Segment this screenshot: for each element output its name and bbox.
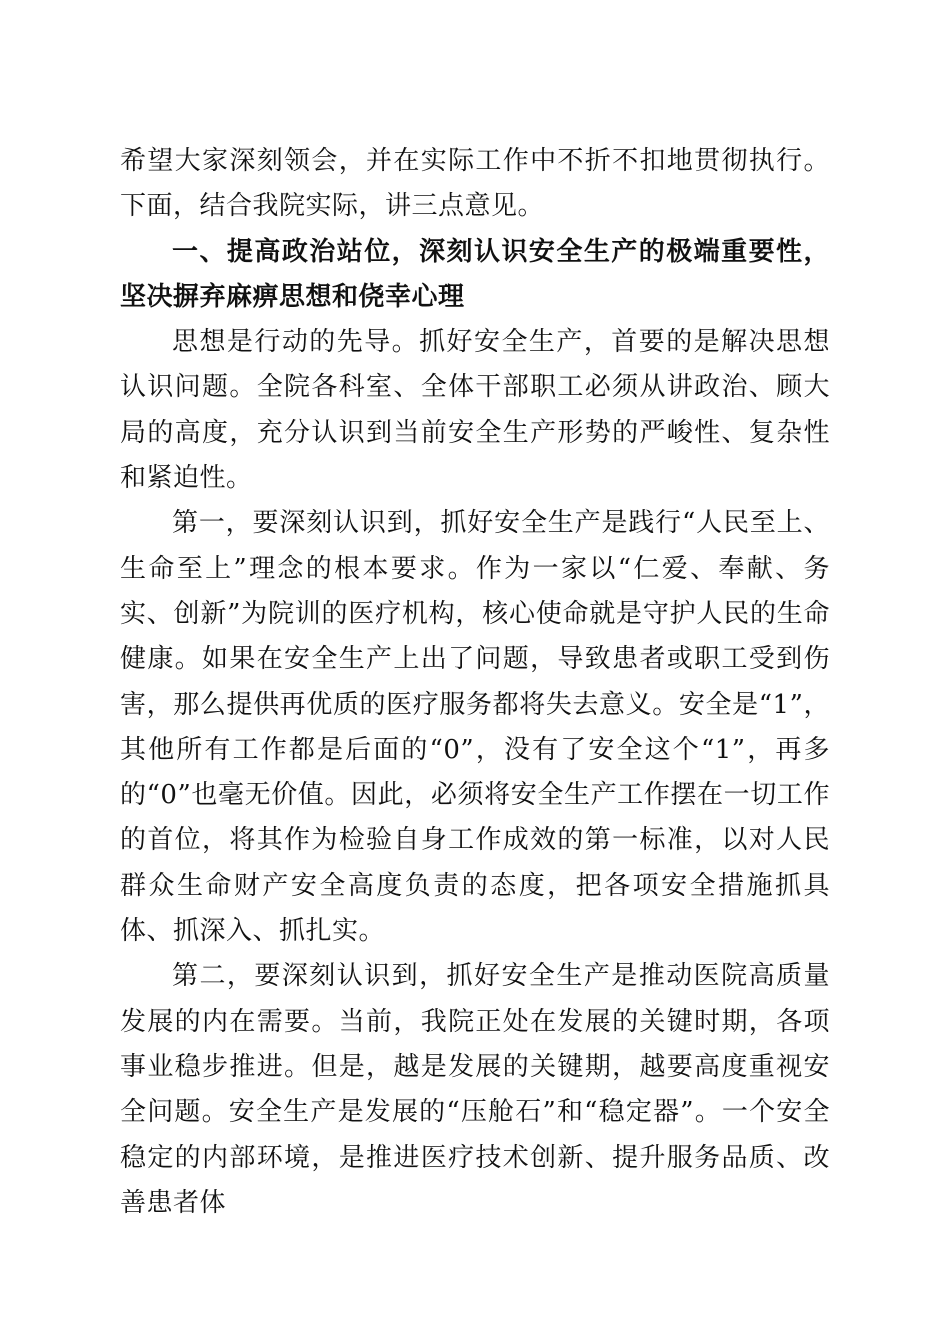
paragraph-intro-continuation: 希望大家深刻领会，并在实际工作中不折不扣地贯彻执行。下面，结合我院实际，讲三点意见。 <box>120 146 830 222</box>
document-body <box>120 139 830 1226</box>
section-heading-1: 一、提高政治站位，深刻认识安全生产的极端重要性，坚决摒弃麻痹思想和侥幸心理 <box>120 236 830 312</box>
paragraph-thought-guidance: 思想是行动的先导。抓好安全生产，首要的是解决思想认识问题。全院各科室、全体干部职工必须从讲政治、顾大局的高度，充分认识到当前安全生产形势的严峻性、复杂性和紧迫性。 <box>120 327 830 494</box>
paragraph-point-two: 第二，要深刻认识到，抓好安全生产是推动医院高质量发展的内在需要。当前，我院正处在发展的关键时期，各项事业稳步推进。但是，越是发展的关键期，越要高度重视安全问题。安全生产是发展的“压舱石”和“稳定器”。一个安全稳定的内部环境，是推进医疗技术创新、提升服务品质、改善患者体 <box>120 961 830 1218</box>
paragraph-point-one: 第一，要深刻认识到，抓好安全生产是践行“人民至上、生命至上”理念的根本要求。作为一家以“仁爱、奉献、务实、创新”为院训的医疗机构，核心使命就是守护人民的生命健康。如果在安全生产上出了问题，导致患者或职工受到伤害，那么提供再优质的医疗服务都将失去意义。安全是“1”，其他所有工作都是后面的“0”，没有了安全这个“1”，再多的“0”也毫无价值。因此，必须将安全生产工作摆在一切工作的首位，将其作为检验自身工作成效的第一标准，以对人民群众生命财产安全高度负责的态度，把各项安全措施抓具体、抓深入、抓扎实。 <box>120 508 830 947</box>
